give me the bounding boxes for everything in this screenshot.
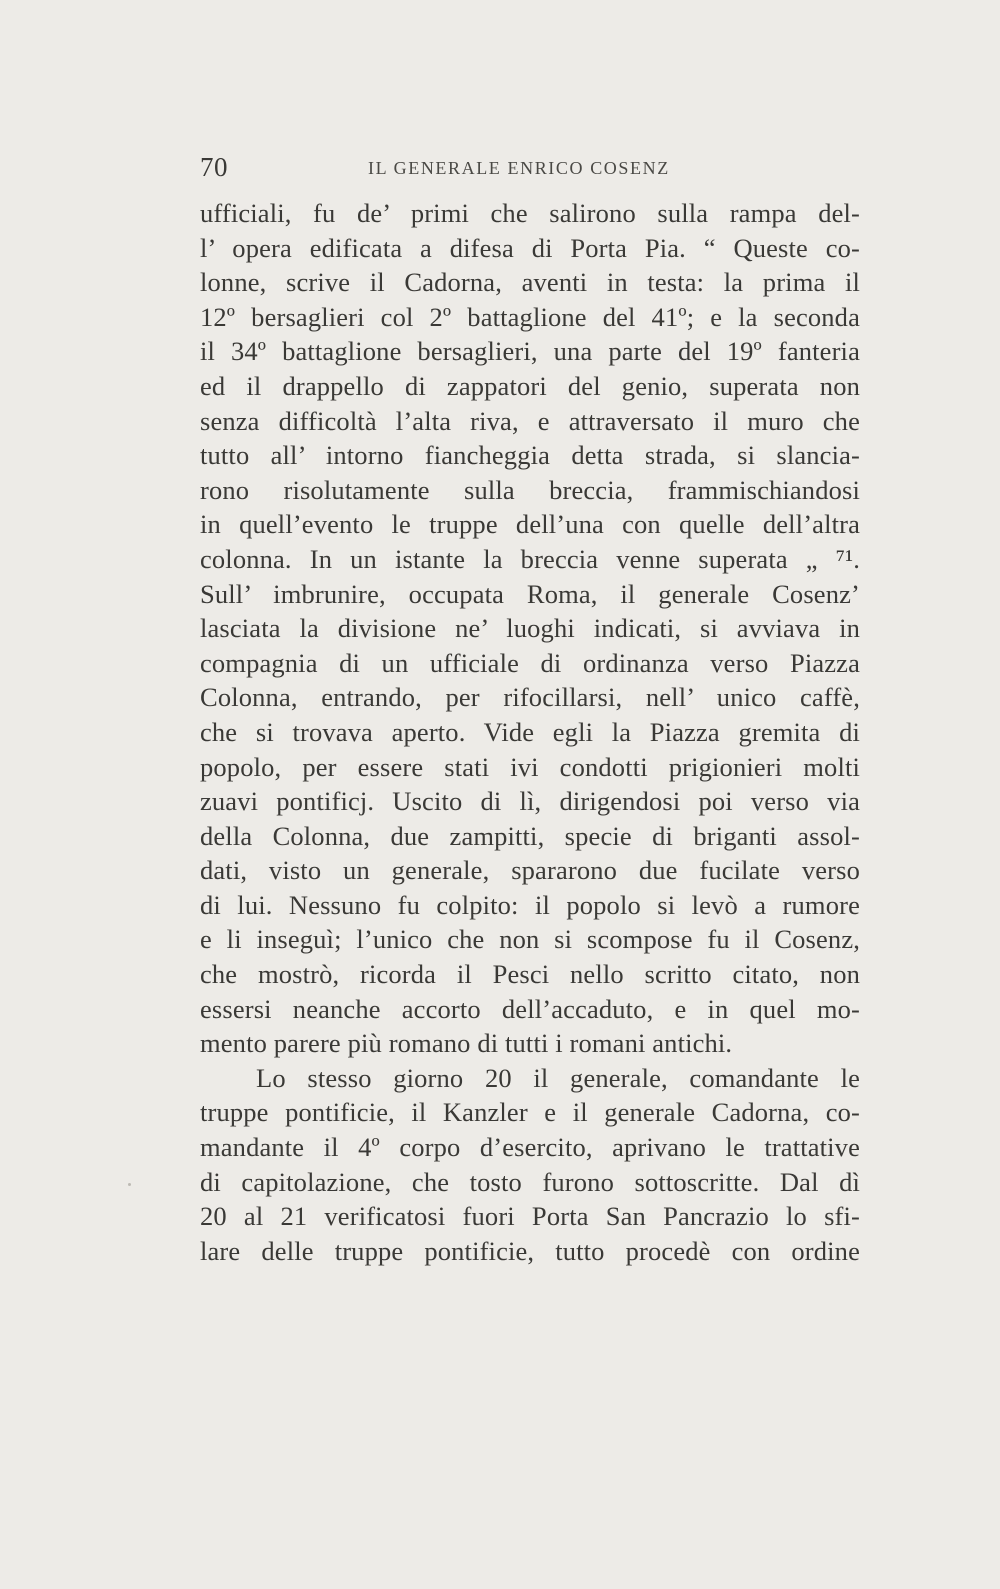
text-line: lasciata la divisione ne’ luoghi indicati, si avviava in	[200, 613, 860, 644]
text-line: della Colonna, due zampitti, specie di briganti assol-	[200, 820, 860, 851]
text-line: 20 al 21 verificatosi fuori Porta San Pancrazio lo sfi-	[200, 1201, 860, 1232]
page-number: 70	[200, 152, 228, 182]
text-line: ufficiali, fu de’ primi che salirono sulla rampa del-	[200, 198, 860, 228]
text-line: Lo stesso giorno 20 il generale, comandante le	[256, 1062, 860, 1093]
text-line: rono risolutamente sulla breccia, frammischiandosi	[200, 474, 860, 505]
body-text	[200, 196, 860, 1268]
text-line: 12º bersaglieri col 2º battaglione del 41º; e la seconda	[200, 301, 860, 332]
text-line: di capitolazione, che tosto furono sottoscritte. Dal dì	[200, 1166, 860, 1197]
text-line: l’ opera edificata a difesa di Porta Pia. “ Queste co-	[200, 232, 860, 263]
text-line: mandante il 4º corpo d’esercito, aprivano le trattative	[200, 1132, 860, 1163]
text-line: colonna. In un istante la breccia venne superata „ ⁷¹.	[200, 543, 860, 574]
text-line: dati, visto un generale, spararono due fucilate verso	[200, 855, 860, 886]
text-line: popolo, per essere stati ivi condotti prigionieri molti	[200, 751, 860, 782]
text-line: lare delle truppe pontificie, tutto procedè con ordine	[200, 1235, 860, 1266]
text-line: Sull’ imbrunire, occupata Roma, il generale Cosenz’	[200, 578, 860, 609]
text-line: tutto all’ intorno fiancheggia detta strada, si slancia-	[200, 440, 860, 471]
text-line: senza difficoltà l’alta riva, e attraversato il muro che	[200, 405, 860, 436]
text-line: che si trovava aperto. Vide egli la Piazza gremita di	[200, 716, 860, 747]
text-line: di lui. Nessuno fu colpito: il popolo si levò a rumore	[200, 889, 860, 920]
page-header	[200, 146, 860, 186]
text-line: compagnia di un ufficiale di ordinanza verso Piazza	[200, 647, 860, 678]
paper-speck	[128, 1183, 131, 1186]
text-line: in quell’evento le truppe dell’una con quelle dell’altra	[200, 509, 860, 540]
text-line: che mostrò, ricorda il Pesci nello scritto citato, non	[200, 959, 860, 990]
text-line: ed il drappello di zappatori del genio, superata non	[200, 370, 860, 401]
text-line: il 34º battaglione bersaglieri, una parte del 19º fanteria	[200, 336, 860, 367]
text-line: essersi neanche accorto dell’accaduto, e in quel mo-	[200, 993, 860, 1024]
text-line: Colonna, entrando, per rifocillarsi, nell’ unico caffè,	[200, 682, 860, 713]
text-line: lonne, scrive il Cadorna, aventi in testa: la prima il	[200, 267, 860, 298]
text-line: e li inseguì; l’unico che non si scompose fu il Cosenz,	[200, 924, 860, 955]
text-line: truppe pontificie, il Kanzler e il generale Cadorna, co-	[200, 1097, 860, 1128]
text-line: zuavi pontificj. Uscito di lì, dirigendosi poi verso via	[200, 786, 860, 817]
running-title: IL GENERALE ENRICO COSENZ	[368, 158, 670, 178]
text-line: mento parere più romano di tutti i romani antichi.	[200, 1028, 733, 1059]
